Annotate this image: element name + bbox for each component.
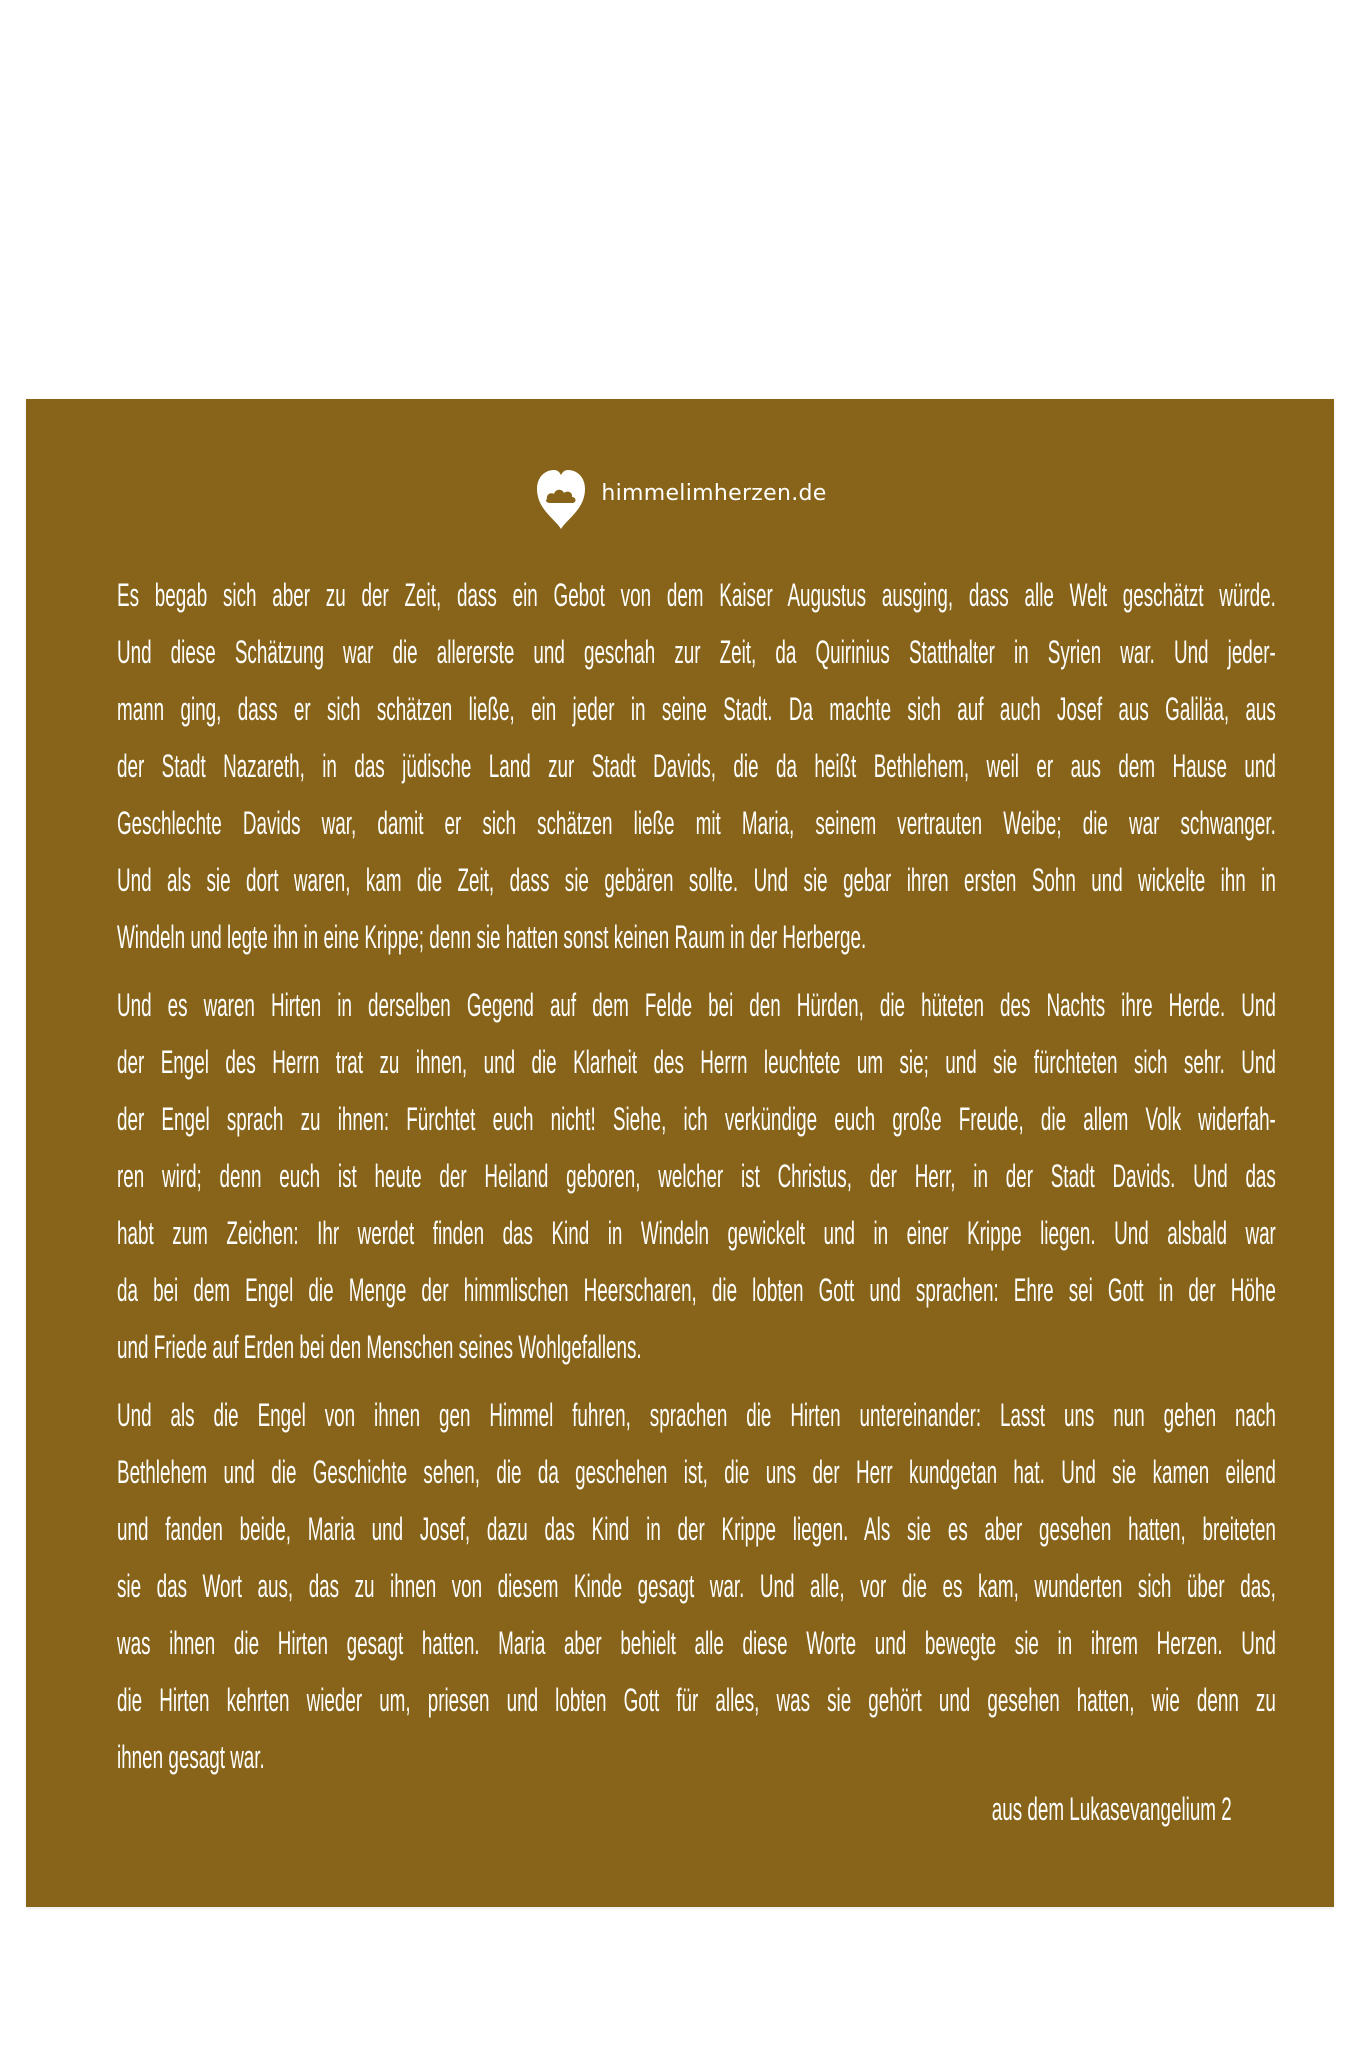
heart-with-cloud-icon (533, 467, 589, 531)
brand-logo[interactable] (26, 467, 1334, 531)
text-line: Und es waren Hirten in derselben Gegend auf dem Felde bei den Hürden, die hüteten des Nachts ihre Herde. Und (117, 987, 1276, 1023)
text-line: Und diese Schätzung war die allererste und geschah zur Zeit, da Quirinius Statthalter in Syrien war. Und jeder- (117, 634, 1276, 670)
text-line: Es begab sich aber zu der Zeit, dass ein Gebot von dem Kaiser Augustus ausging, dass alle Welt geschätzt würde. (117, 577, 1276, 613)
text-line: Geschlechte Davids war, damit er sich schätzen ließe mit Maria, seinem vertrauten Weibe; die war schwanger. (117, 805, 1276, 841)
text-line: da bei dem Engel die Menge der himmlischen Heerscharen, die lobten Gott und sprachen: Ehre sei Gott in der Höhe (117, 1272, 1276, 1308)
text-line: Windeln und legte ihn in eine Krippe; denn sie hatten sonst keinen Raum in der Herberge. (117, 919, 867, 955)
text-line: Und als die Engel von ihnen gen Himmel fuhren, sprachen die Hirten untereinander: Lasst uns nun gehen nach (117, 1397, 1276, 1433)
brand-url: himmelimherzen.de (601, 480, 827, 506)
source-citation: aus dem Lukasevangelium 2 (992, 1791, 1232, 1827)
scripture-text (117, 567, 1276, 1797)
scripture-card (26, 399, 1334, 1907)
text-line: der Stadt Nazareth, in das jüdische Land zur Stadt Davids, die da heißt Bethlehem, weil er aus dem Hause und (117, 748, 1276, 784)
text-line: sie das Wort aus, das zu ihnen von diesem Kinde gesagt war. Und alle, vor die es kam, wunderten sich über das, (117, 1568, 1276, 1604)
text-line: die Hirten kehrten wieder um, priesen und lobten Gott für alles, was sie gehört und gesehen hatten, wie denn zu (117, 1682, 1276, 1718)
text-line: ihnen gesagt war. (117, 1739, 265, 1775)
text-line: und Friede auf Erden bei den Menschen seines Wohlgefallens. (117, 1329, 642, 1365)
text-line: und fanden beide, Maria und Josef, dazu das Kind in der Krippe liegen. Als sie es aber gesehen hatten, breiteten (117, 1511, 1276, 1547)
text-line: ren wird; denn euch ist heute der Heiland geboren, welcher ist Christus, der Herr, in der Stadt Davids. Und das (117, 1158, 1276, 1194)
text-line: mann ging, dass er sich schätzen ließe, ein jeder in seine Stadt. Da machte sich auf auch Josef aus Galiläa, aus (117, 691, 1276, 727)
paragraph (117, 567, 1276, 966)
text-line: Bethlehem und die Geschichte sehen, die da geschehen ist, die uns der Herr kundgetan hat. Und sie kamen eilend (117, 1454, 1276, 1490)
paragraph (117, 977, 1276, 1376)
text-line: Und als sie dort waren, kam die Zeit, dass sie gebären sollte. Und sie gebar ihren ersten Sohn und wickelte ihn in (117, 862, 1276, 898)
text-line: was ihnen die Hirten gesagt hatten. Maria aber behielt alle diese Worte und bewegte sie in ihrem Herzen. Und (117, 1625, 1276, 1661)
paragraph (117, 1387, 1276, 1786)
text-line: der Engel des Herrn trat zu ihnen, und die Klarheit des Herrn leuchtete um sie; und sie fürchteten sich sehr. Und (117, 1044, 1276, 1080)
text-line: habt zum Zeichen: Ihr werdet finden das Kind in Windeln gewickelt und in einer Krippe liegen. Und alsbald war (117, 1215, 1276, 1251)
text-line: der Engel sprach zu ihnen: Fürchtet euch nicht! Siehe, ich verkündige euch große Freude, die allem Volk widerfah- (117, 1101, 1276, 1137)
